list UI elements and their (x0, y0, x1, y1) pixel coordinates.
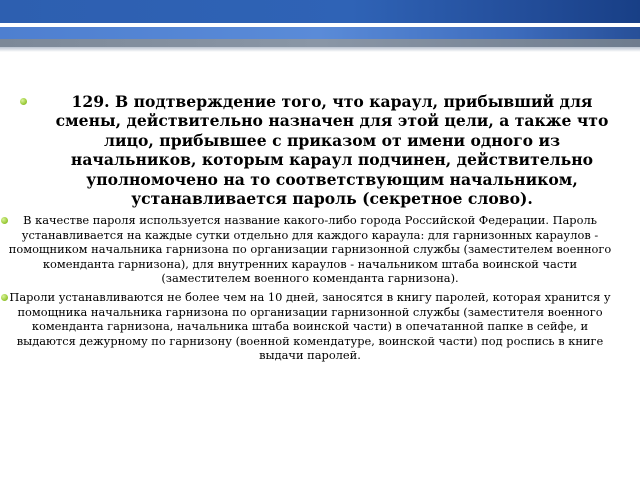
slide-content (8, 92, 612, 363)
header-shadow (0, 47, 640, 52)
bullet-item-1 (52, 92, 612, 208)
header-stripe-light-blue (0, 27, 640, 39)
header-stripe-dark-blue (0, 0, 640, 23)
bullet-text: В качестве пароля используется название какого-либо города Российской Федерации. Пароль устанавливается на каждые сутки отдельно для каждого караула: для гарнизонных караулов - помощником начальника гарнизона по организации гарнизонной службы (заместителем военного коменданта гарнизона), для внутренних караулов - начальником штаба воинской части (заместителем военного коменданта гарнизона). (8, 213, 612, 286)
bullet-text: Пароли устанавливаются не более чем на 10 дней, заносятся в книгу паролей, которая хранится у помощника начальника гарнизона по организации гарнизонной службы (заместителя военного коменданта гарнизона, начальника штаба воинской части) в опечатанной папке в сейфе, и выдаются дежурному по гарнизону (военной комендатуре, воинской части) под роспись в книге выдачи паролей. (9, 290, 611, 363)
slide-header-band (0, 0, 640, 52)
bullet-item-2 (8, 213, 612, 285)
header-stripe-gray (0, 39, 640, 47)
bullet-text: 129. В подтверждение того, что караул, прибывший для смены, действительно назначен для этой цели, а также что лицо, прибывшее с приказом от имени одного из начальников, которым караул подчинен, действительно уполномочено на то соответствующим начальником, устанавливается пароль (секретное слово). (55, 92, 609, 209)
bullet-item-3 (8, 290, 612, 362)
